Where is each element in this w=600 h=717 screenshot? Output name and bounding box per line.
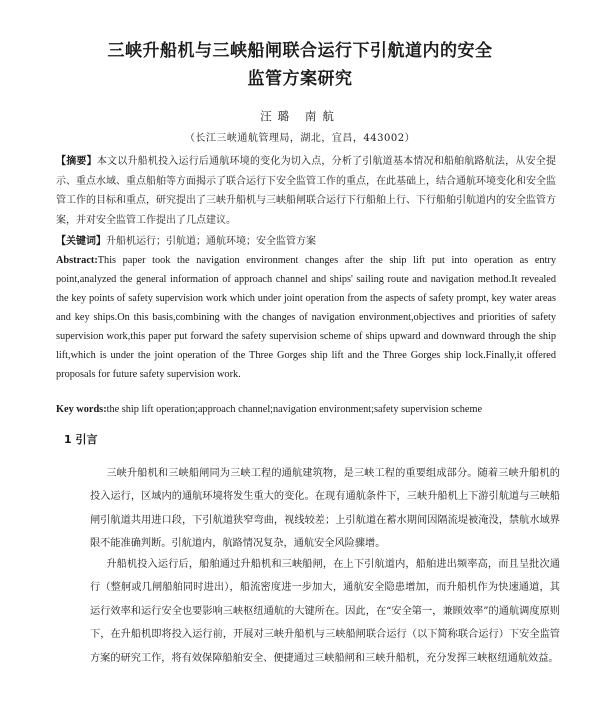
paper-title-line-1: 三峡升船机与三峡船闸联合运行下引航道内的安全	[107, 41, 493, 61]
keywords-english-label: Key words:	[56, 404, 107, 415]
intro-paragraph-1: 三峡升船机和三峡船闸同为三峡工程的通航建筑物，是三峡工程的重要组成部分。随着三峡升船机的投入运行，区域内的通航环境将发生重大的变化。在现有通航条件下，三峡升船机上下游引航道与三峡船闸引航道共用进口段，下引航道狭窄弯曲，视线较差；上引航道在蓄水期间因隔流堤被淹没，禁航水域界限不能准确判断。引航道内，航路情况复杂，通航安全风险骤增。	[90, 468, 560, 550]
section-heading-introduction: 1 引言	[64, 433, 98, 446]
abstract-chinese-text: 本文以升船机投入运行后通航环境的变化为切入点，分析了引航道基本情况和船舶航路航法，从安全提示、重点水域、重点船舶等方面揭示了联合运行下安全监管工作的重点，在此基础上，结合通航环境变化和安全监管工作的目标和重点，研究提出了三峡升船机与三峡船闸联合运行下行船舶上行、下行船舶引航道内的安全监管方案，并对安全监管工作提出了几点建议。	[56, 156, 557, 226]
paper-title-line-2: 监管方案研究	[247, 69, 353, 89]
keywords-chinese	[56, 234, 556, 250]
abstract-chinese-label: 【摘要】	[56, 156, 97, 167]
keywords-chinese-label: 【关键词】	[56, 236, 106, 247]
abstract-english-text: This paper took the navigation environment changes after the ship lift put into operation as entry point,analyzed the general information of approach channel and ships' sailing route and navigation method.It revealed the key points of safety supervision work which under joint operation from the aspects of safety prompt, key water areas and key ships.On this basis,combining with the changes of navigation environment,objectives and priorities of safety supervision work,this paper put forward the safety supervision scheme of ships upward and downward through the ship lift,which is under the joint operation of the Three Gorges ship lift and the Three Gorges ship lock.Finally,it offered proposals for future safety supervision work.	[56, 255, 556, 380]
intro-paragraph-2: 升船机投入运行后，船舶通过升船机和三峡船闸，在上下引航道内，船舶进出频率高，而且呈批次通行（整舸或几闸船舶同时进出），船流密度进一步加大，通航安全隐患增加，而升船机作为快速通道，其运行效率和运行安全也要影响三峡枢纽通航的大键所在。因此，在“安全第一，兼顾效率”的通航调度原则下，在升船机即将投入运行前，开展对三峡升船机与三峡船闸联合运行（以下简称联合运行）下安全监管方案的研究工作，将有效保障船舶安全、便捷通过三峡船闸和三峡升船机，充分发挥三峡枢纽通航效益。	[90, 559, 560, 664]
abstract-english-label: Abstract:	[56, 255, 98, 266]
abstract-chinese	[56, 152, 556, 230]
abstract-english	[56, 251, 556, 384]
authors: 汪璐 南航	[260, 109, 340, 123]
keywords-chinese-text: 升船机运行；引航道；通航环境；安全监管方案	[106, 236, 316, 247]
keywords-english	[56, 402, 556, 418]
affiliation: （长江三峡通航管理局，湖北，宜昌，443002）	[184, 133, 416, 144]
keywords-english-text: the ship lift operation;approach channel;navigation environment;safety supervision scheme	[106, 404, 483, 415]
